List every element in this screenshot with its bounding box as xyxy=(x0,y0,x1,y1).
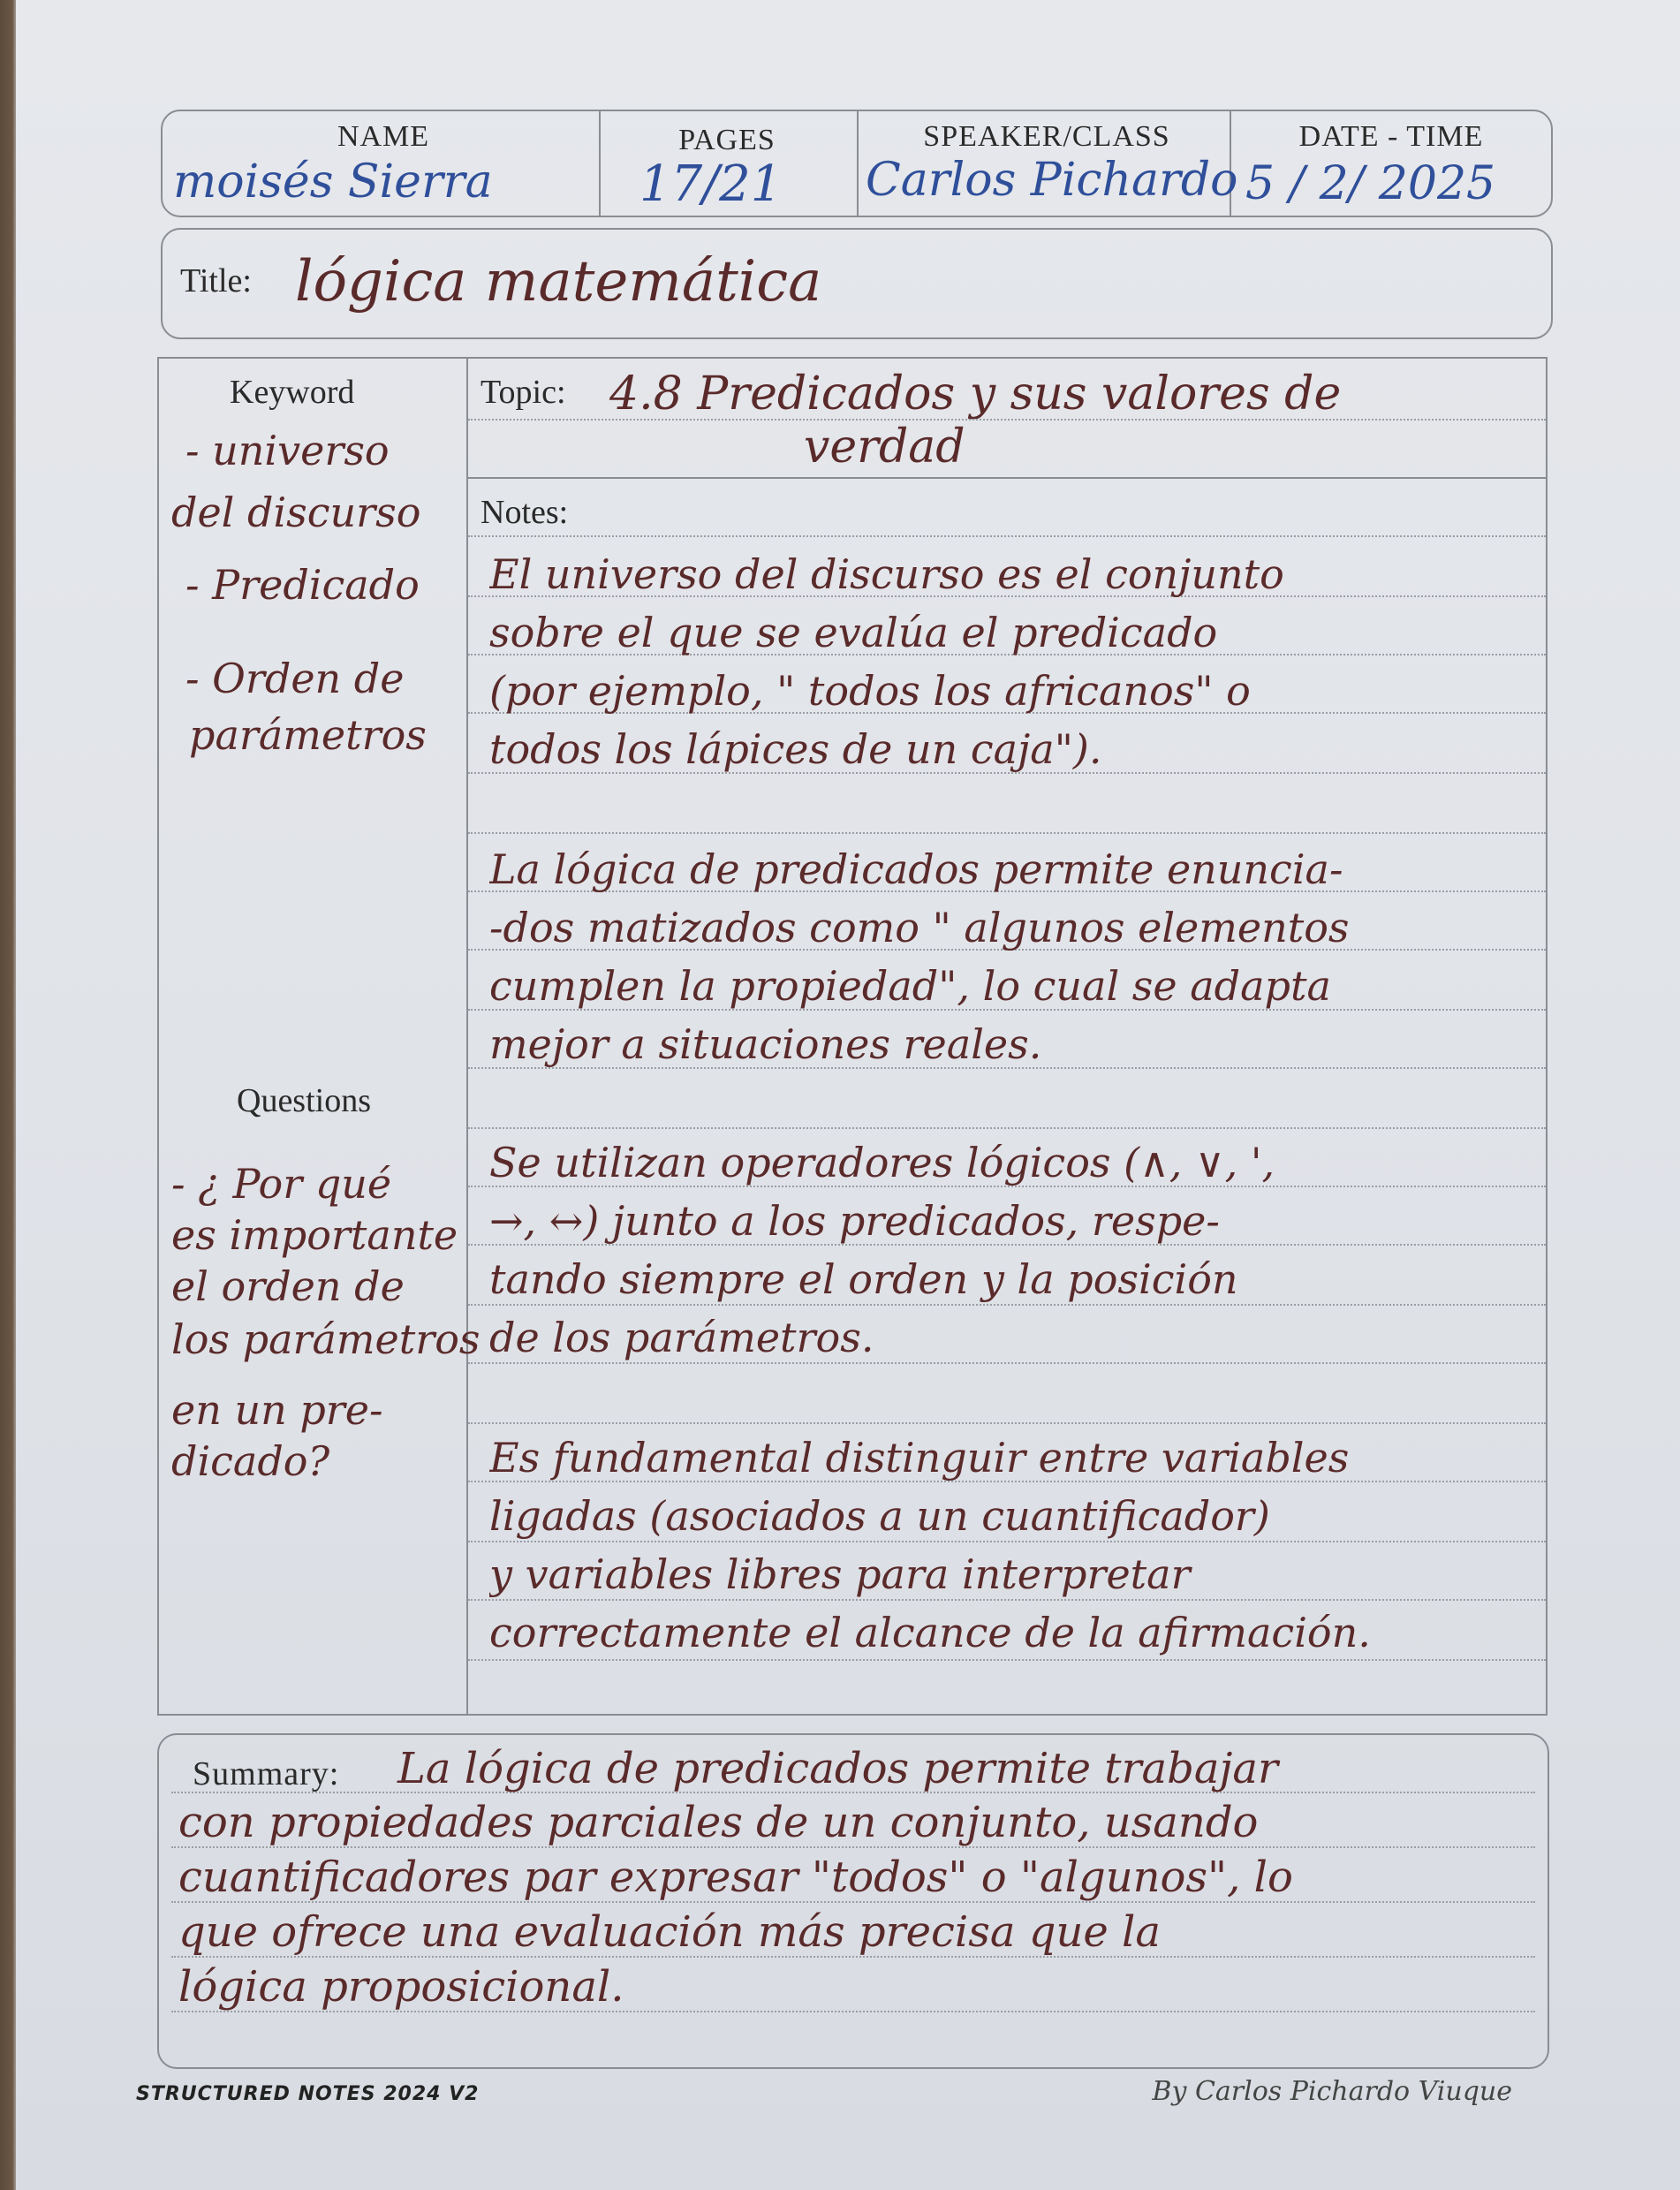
summary-line: cuantificadores par expresar "todos" o "algunos", lo xyxy=(178,1853,1293,1901)
note-line: y variables libres para interpretar xyxy=(489,1551,1191,1597)
notes-column xyxy=(468,359,1546,1714)
keyword-label: Keyword xyxy=(230,374,355,411)
speaker-label: SPEAKER/CLASS xyxy=(923,120,1170,153)
title-label: Title: xyxy=(180,262,252,299)
note-line: mejor a situaciones reales. xyxy=(489,1021,1042,1067)
topic-line1: 4.8 Predicados y sus valores de xyxy=(609,368,1342,421)
question-line: en un pre- xyxy=(171,1386,383,1434)
keyword-column xyxy=(159,359,481,1714)
date-label: DATE - TIME xyxy=(1298,120,1484,153)
pages-label: PAGES xyxy=(678,124,776,156)
summary-line: que ofrece una evaluación más precisa que la xyxy=(178,1908,1162,1956)
header-box xyxy=(161,110,1553,217)
note-line: Es fundamental distinguir entre variables xyxy=(489,1435,1350,1481)
keyword-item: parámetros xyxy=(189,711,427,759)
question-line: dicado? xyxy=(171,1437,330,1485)
note-line: cumplen la propiedad", lo cual se adapta xyxy=(489,963,1331,1009)
keyword-item: - Orden de xyxy=(185,655,405,702)
keyword-item: - Predicado xyxy=(185,561,420,609)
note-line: (por ejemplo, " todos los africanos" o xyxy=(489,668,1251,714)
topic-label: Topic: xyxy=(481,374,566,411)
note-line: -dos matizados como " algunos elementos xyxy=(489,905,1350,951)
note-line: La lógica de predicados permite enuncia- xyxy=(489,846,1343,892)
note-line: →, ↔) junto a los predicados, respe- xyxy=(489,1198,1220,1244)
question-line: el orden de xyxy=(171,1262,405,1310)
footer-left: STRUCTURED NOTES 2024 V2 xyxy=(136,2083,480,2105)
speaker-value: Carlos Pichardo xyxy=(866,154,1238,207)
note-line: tando siempre el orden y la posición xyxy=(489,1256,1238,1302)
title-value: lógica matemática xyxy=(295,249,822,314)
title-box xyxy=(161,228,1553,339)
keyword-item: - universo xyxy=(185,427,390,474)
notes-label: Notes: xyxy=(481,494,569,531)
date-value: 5 / 2/ 2025 xyxy=(1245,157,1496,210)
note-line: sobre el que se evalúa el predicado xyxy=(489,610,1218,655)
topic-line2: verdad xyxy=(804,421,965,474)
question-line: los parámetros xyxy=(171,1315,481,1363)
footer-right: By Carlos Pichardo Viuque xyxy=(1152,2076,1512,2107)
note-line: todos los lápices de un caja"). xyxy=(489,726,1102,772)
note-line: ligadas (asociados a un cuantificador) xyxy=(489,1493,1270,1539)
name-value: moisés Sierra xyxy=(173,155,493,208)
pages-value: 17/21 xyxy=(639,155,783,213)
summary-box xyxy=(157,1733,1549,2069)
note-line: correctamente el alcance de la afirmación. xyxy=(489,1610,1371,1656)
main-grid xyxy=(157,357,1548,1716)
question-line: - ¿ Por qué xyxy=(171,1160,392,1208)
note-line: de los parámetros. xyxy=(489,1315,874,1360)
questions-label: Questions xyxy=(237,1082,371,1119)
summary-line: con propiedades parciales de un conjunto, usando xyxy=(178,1799,1259,1846)
question-line: es importante xyxy=(171,1211,458,1259)
name-label: NAME xyxy=(337,120,430,153)
summary-line: lógica proposicional. xyxy=(178,1963,624,2011)
summary-line: La lógica de predicados permite trabajar xyxy=(397,1744,1278,1793)
summary-label: Summary: xyxy=(193,1755,340,1792)
note-sheet xyxy=(16,0,1680,2190)
note-line: Se utilizan operadores lógicos (∧, ∨, ', xyxy=(489,1140,1275,1186)
keyword-item: del discurso xyxy=(171,489,421,536)
note-line: El universo del discurso es el conjunto xyxy=(489,551,1284,597)
